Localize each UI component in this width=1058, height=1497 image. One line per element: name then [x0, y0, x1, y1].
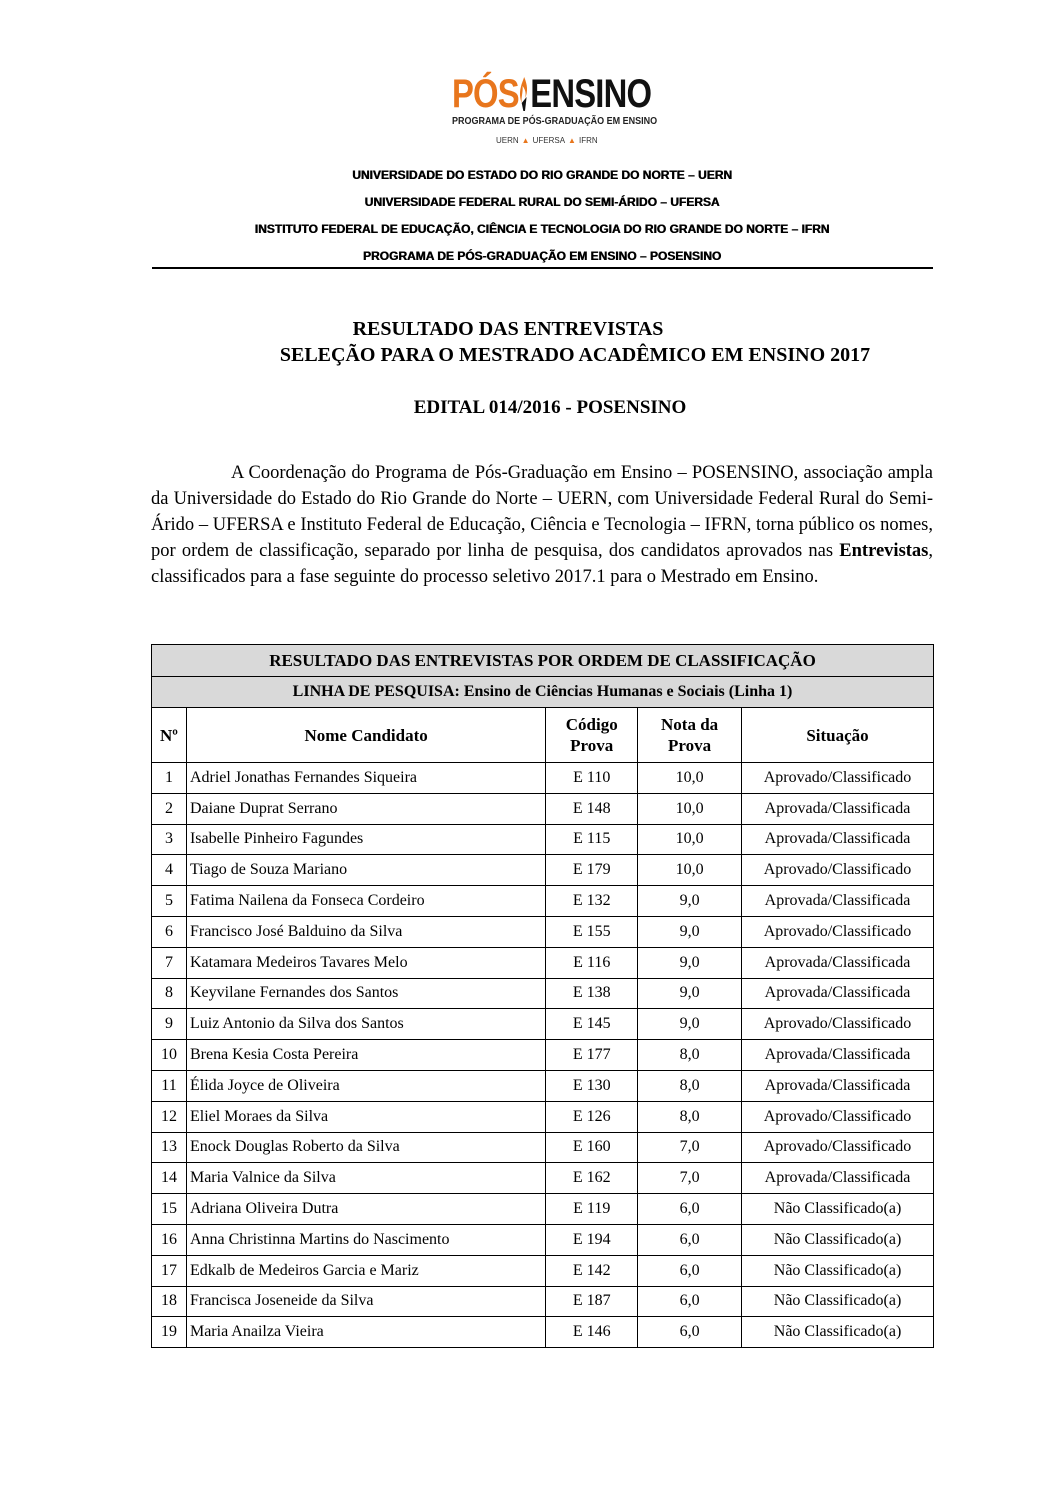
- row-number: 13: [152, 1132, 187, 1163]
- exam-grade: 8,0: [638, 1040, 742, 1071]
- exam-grade: 9,0: [638, 886, 742, 917]
- row-number: 18: [152, 1286, 187, 1317]
- row-number: 9: [152, 1009, 187, 1040]
- research-line-name: Ensino de Ciências Humanas e Sociais (Linha 1): [463, 683, 793, 700]
- column-header-grade-line2: Prova: [668, 736, 712, 755]
- logo-wordmark: [452, 70, 651, 118]
- table-row: [152, 1070, 934, 1101]
- table-row: [152, 824, 934, 855]
- candidate-status: Aprovado/Classificado: [742, 1009, 934, 1040]
- candidate-name: Keyvilane Fernandes dos Santos: [186, 978, 545, 1009]
- intro-bold: Entrevistas: [839, 541, 929, 561]
- flame-icon: [520, 77, 530, 111]
- candidate-status: Aprovada/Classificada: [742, 793, 934, 824]
- exam-code: E 179: [546, 855, 638, 886]
- logo-tagline: PROGRAMA DE PÓS-GRADUAÇÃO EM ENSINO: [452, 116, 658, 127]
- candidate-status: Não Classificado(a): [742, 1317, 934, 1348]
- column-header-num: Nº: [152, 708, 187, 763]
- candidate-name: Luiz Antonio da Silva dos Santos: [186, 1009, 545, 1040]
- row-number: 19: [152, 1317, 187, 1348]
- candidate-name: Fatima Nailena da Fonseca Cordeiro: [186, 886, 545, 917]
- candidate-status: Não Classificado(a): [742, 1194, 934, 1225]
- table-row: [152, 793, 934, 824]
- header-line-uern: UNIVERSIDADE DO ESTADO DO RIO GRANDE DO NORTE – UERN: [352, 168, 732, 182]
- logo-institution-ufersa: UFERSA: [532, 136, 566, 145]
- table-row: [152, 855, 934, 886]
- exam-code: E 177: [546, 1040, 638, 1071]
- document-title: RESULTADO DAS ENTREVISTAS: [352, 318, 664, 340]
- candidate-status: Aprovada/Classificada: [742, 1163, 934, 1194]
- exam-code: E 160: [546, 1132, 638, 1163]
- flame-icon: ▲: [568, 136, 576, 145]
- candidate-name: Edkalb de Medeiros Garcia e Mariz: [186, 1255, 545, 1286]
- candidate-name: Adriel Jonathas Fernandes Siqueira: [186, 763, 545, 794]
- candidate-status: Aprovada/Classificada: [742, 978, 934, 1009]
- exam-grade: 10,0: [638, 855, 742, 886]
- table-row: [152, 1163, 934, 1194]
- exam-grade: 9,0: [638, 978, 742, 1009]
- row-number: 8: [152, 978, 187, 1009]
- exam-code: E 146: [546, 1317, 638, 1348]
- table-row: [152, 1317, 934, 1348]
- intro-text-end: , classificados para a fase seguinte do processo seletivo 2017.1 para o Mestrado em Ensino.: [151, 541, 933, 587]
- exam-code: E 130: [546, 1070, 638, 1101]
- exam-grade: 10,0: [638, 763, 742, 794]
- exam-code: E 119: [546, 1194, 638, 1225]
- exam-code: E 145: [546, 1009, 638, 1040]
- row-number: 14: [152, 1163, 187, 1194]
- exam-grade: 7,0: [638, 1132, 742, 1163]
- candidate-status: Aprovado/Classificado: [742, 1101, 934, 1132]
- results-table: [151, 644, 934, 1348]
- candidate-name: Anna Christinna Martins do Nascimento: [186, 1224, 545, 1255]
- row-number: 3: [152, 824, 187, 855]
- table-header-row: [152, 708, 934, 763]
- exam-code: E 162: [546, 1163, 638, 1194]
- candidate-status: Não Classificado(a): [742, 1255, 934, 1286]
- exam-grade: 7,0: [638, 1163, 742, 1194]
- exam-grade: 9,0: [638, 947, 742, 978]
- candidate-name: Enock Douglas Roberto da Silva: [186, 1132, 545, 1163]
- candidate-name: Francisca Joseneide da Silva: [186, 1286, 545, 1317]
- intro-text: A Coordenação do Programa de Pós-Graduação em Ensino – POSENSINO, associação ampla da Universidade do Estado do Rio Grande do Norte – UERN, com Universidade Federal Rural do Semi-Árido – UFERSA e Instituto Federal de Educação, Ciência e Tecnologia – IFRN, torna público os nomes, por ordem de classificação, separado por linha de pesquisa, dos candidatos aprovados nas: [151, 463, 933, 561]
- header-divider: [152, 267, 933, 269]
- candidate-status: Aprovada/Classificada: [742, 886, 934, 917]
- exam-grade: 8,0: [638, 1070, 742, 1101]
- intro-paragraph: [151, 460, 933, 590]
- candidate-status: Não Classificado(a): [742, 1224, 934, 1255]
- exam-grade: 6,0: [638, 1286, 742, 1317]
- edital-number: EDITAL 014/2016 - POSENSINO: [413, 397, 687, 418]
- exam-code: E 155: [546, 916, 638, 947]
- table-caption: RESULTADO DAS ENTREVISTAS POR ORDEM DE CLASSIFICAÇÃO: [152, 645, 934, 677]
- candidate-name: Adriana Oliveira Dutra: [186, 1194, 545, 1225]
- table-row: [152, 763, 934, 794]
- candidate-status: Não Classificado(a): [742, 1286, 934, 1317]
- exam-code: E 115: [546, 824, 638, 855]
- candidate-status: Aprovado/Classificado: [742, 1132, 934, 1163]
- logo-institution-uern: UERN: [496, 136, 519, 145]
- candidate-status: Aprovada/Classificada: [742, 947, 934, 978]
- logo-institution-ifrn: IFRN: [578, 136, 598, 145]
- table-row: [152, 1132, 934, 1163]
- table-row: [152, 1286, 934, 1317]
- logo-institutions: [496, 136, 598, 145]
- row-number: 16: [152, 1224, 187, 1255]
- candidate-name: Élida Joyce de Oliveira: [186, 1070, 545, 1101]
- candidate-status: Aprovada/Classificada: [742, 1040, 934, 1071]
- header-line-posensino: PROGRAMA DE PÓS-GRADUAÇÃO EM ENSINO – POSENSINO: [362, 249, 722, 263]
- row-number: 1: [152, 763, 187, 794]
- column-header-code-line1: Código: [565, 715, 618, 734]
- exam-grade: 6,0: [638, 1194, 742, 1225]
- table-row: [152, 1040, 934, 1071]
- exam-grade: 10,0: [638, 824, 742, 855]
- exam-code: E 187: [546, 1286, 638, 1317]
- candidate-status: Aprovada/Classificada: [742, 824, 934, 855]
- column-header-grade: [638, 708, 742, 763]
- exam-code: E 194: [546, 1224, 638, 1255]
- candidate-name: Katamara Medeiros Tavares Melo: [186, 947, 545, 978]
- exam-grade: 9,0: [638, 916, 742, 947]
- table-row: [152, 1101, 934, 1132]
- table-row: [152, 1224, 934, 1255]
- candidate-status: Aprovado/Classificado: [742, 855, 934, 886]
- candidate-name: Eliel Moraes da Silva: [186, 1101, 545, 1132]
- candidate-status: Aprovado/Classificado: [742, 763, 934, 794]
- header-line-ufersa: UNIVERSIDADE FEDERAL RURAL DO SEMI-ÁRIDO – UFERSA: [364, 195, 720, 209]
- row-number: 2: [152, 793, 187, 824]
- logo-brand-left: PÓS: [452, 72, 519, 116]
- exam-grade: 6,0: [638, 1224, 742, 1255]
- logo-brand-right: ENSINO: [530, 72, 652, 116]
- exam-code: E 110: [546, 763, 638, 794]
- posensino-logo: [446, 70, 658, 156]
- candidate-status: Aprovada/Classificada: [742, 1070, 934, 1101]
- candidate-name: Tiago de Souza Mariano: [186, 855, 545, 886]
- row-number: 17: [152, 1255, 187, 1286]
- exam-code: E 142: [546, 1255, 638, 1286]
- table-row: [152, 978, 934, 1009]
- exam-code: E 126: [546, 1101, 638, 1132]
- row-number: 6: [152, 916, 187, 947]
- table-row: [152, 947, 934, 978]
- candidate-name: Brena Kesia Costa Pereira: [186, 1040, 545, 1071]
- candidate-name: Maria Anailza Vieira: [186, 1317, 545, 1348]
- candidate-name: Isabelle Pinheiro Fagundes: [186, 824, 545, 855]
- table-row: [152, 1009, 934, 1040]
- research-line-label: LINHA DE PESQUISA:: [292, 683, 460, 700]
- document-subtitle: SELEÇÃO PARA O MESTRADO ACADÊMICO EM ENSINO 2017: [279, 344, 871, 366]
- row-number: 4: [152, 855, 187, 886]
- exam-grade: 6,0: [638, 1255, 742, 1286]
- table-row: [152, 1194, 934, 1225]
- candidate-name: Maria Valnice da Silva: [186, 1163, 545, 1194]
- exam-code: E 132: [546, 886, 638, 917]
- header-line-ifrn: INSTITUTO FEDERAL DE EDUCAÇÃO, CIÊNCIA E TECNOLOGIA DO RIO GRANDE DO NORTE – IFRN: [254, 222, 830, 236]
- table-row: [152, 886, 934, 917]
- row-number: 10: [152, 1040, 187, 1071]
- research-line: [152, 677, 934, 708]
- exam-code: E 138: [546, 978, 638, 1009]
- table-row: [152, 1255, 934, 1286]
- exam-code: E 116: [546, 947, 638, 978]
- exam-grade: 10,0: [638, 793, 742, 824]
- candidate-name: Daiane Duprat Serrano: [186, 793, 545, 824]
- candidate-name: Francisco José Balduino da Silva: [186, 916, 545, 947]
- column-header-code-line2: Prova: [570, 736, 614, 755]
- exam-grade: 6,0: [638, 1317, 742, 1348]
- row-number: 11: [152, 1070, 187, 1101]
- row-number: 15: [152, 1194, 187, 1225]
- table-row: [152, 916, 934, 947]
- row-number: 7: [152, 947, 187, 978]
- candidate-status: Aprovado/Classificado: [742, 916, 934, 947]
- flame-icon: ▲: [521, 136, 530, 145]
- column-header-name: Nome Candidato: [186, 708, 545, 763]
- exam-grade: 8,0: [638, 1101, 742, 1132]
- column-header-code: [546, 708, 638, 763]
- row-number: 12: [152, 1101, 187, 1132]
- column-header-grade-line1: Nota da: [661, 715, 719, 734]
- column-header-status: Situação: [742, 708, 934, 763]
- exam-code: E 148: [546, 793, 638, 824]
- row-number: 5: [152, 886, 187, 917]
- exam-grade: 9,0: [638, 1009, 742, 1040]
